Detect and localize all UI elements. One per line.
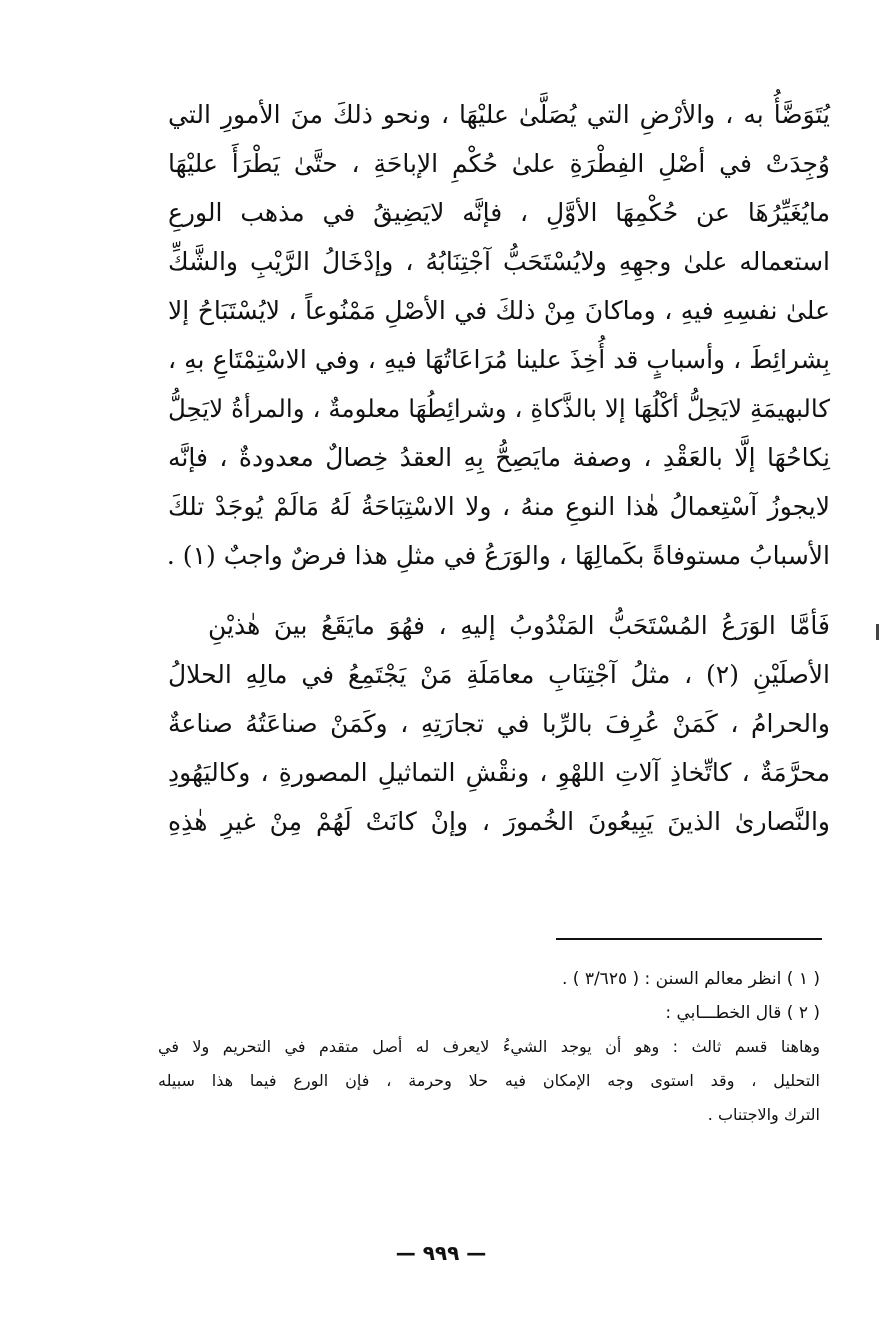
- body-line-8: نِكاحُهَا إلَّا بالعَقْدِ ، وصفة مايَصِحُّ بِهِ العقدُ خِصالٌ معدودةٌ ، فإنَّه: [168, 443, 830, 472]
- footnote-2-line-1: وهاهنا قسم ثالث : وهو أن يوجد الشيءُ لايعرف له أصل متقدم في التحريم ولا في: [158, 1037, 820, 1056]
- body-line-7: كالبهيمَةِ لايَحِلُّ أكْلُهَا إلا بالذَّكاةِ ، وشرائِطُهَا معلومةٌ ، والمرأةُ لايَحِلُّ: [168, 394, 830, 423]
- body-line-1: يُتَوَضَّأُ به ، والأرْضِ التي يُصَلَّىٰ عليْهَا ، ونحو ذلكَ منَ الأمورِ التي: [168, 100, 830, 129]
- body-line-13: والحرامُ ، كَمَنْ عُرِفَ بالرِّبا في تجارَتِهِ ، وكَمَنْ صناعَتُهُ صناعةٌ: [168, 709, 830, 738]
- body-line-3: مايُغَيِّرُهَا عن حُكْمِهَا الأوَّلِ ، فإنَّه لايَضِيقُ في مذهب الورعِ: [168, 198, 830, 227]
- footnote-divider: [556, 938, 822, 940]
- body-line-6: بِشرائِطَ ، وأسبابٍ قد أُخِذَ علينا مُرَاعَاتُهَا فيهِ ، وفي الاسْتِمْتَاعِ بهِ ،: [168, 345, 830, 374]
- footnote-2-line-2: التحليل ، وقد استوى وجه الإمكان فيه حلا وحرمة ، فإن الورع فيما هذا سبيله: [158, 1071, 820, 1090]
- body-line-5: علىٰ نفسِهِ فيهِ ، وماكانَ مِنْ ذلكَ في الأصْلِ مَمْنُوعاً ، لايُسْتَبَاحُ إلا: [168, 296, 830, 325]
- scan-margin-mark: [876, 624, 879, 640]
- body-line-9: لايجوزُ آسْتِعمالُ هٰذا النوعِ منهُ ، ولا الاسْتِبَاحَةُ لَهُ مَالَمْ يُوجَدْ تلكَ: [168, 492, 830, 521]
- body-line-12: الأصلَيْنِ (٢) ، مثلُ آجْتِنَابِ معامَلَةِ مَنْ يَجْتَمِعُ في مالِهِ الحلالُ: [168, 660, 831, 689]
- footnote-1: ( ١ ) انظر معالم السنن : ( ٣/٦٢٥ ) .: [561, 969, 820, 989]
- body-line-2: وُجِدَتْ في أصْلِ الفِطْرَةِ علىٰ حُكْمِ الإباحَةِ ، حتَّىٰ يَطْرَأَ عليْهَا: [168, 149, 830, 178]
- footnote-2-line-3: الترك والاجتناب .: [707, 1105, 820, 1124]
- body-line-14: محرَّمَةٌ ، كاتِّخاذِ آلاتِ اللهْوِ ، ونقْشِ التماثيلِ المصورةِ ، وكاليَهُودِ: [168, 758, 830, 787]
- body-line-4: استعماله علىٰ وجهِهِ ولايُسْتَحَبُّ آجْتِنَابُهُ ، وإدْخَالُ الرَّيْبِ والشَّكِّ: [168, 247, 830, 276]
- page-number: — ٩٩٩ —: [395, 1241, 487, 1265]
- footnote-2-label: ( ٢ ) قال الخطـــابي :: [665, 1003, 820, 1023]
- body-line-11: فَأمَّا الوَرَعُ المُسْتَحَبُّ المَنْدُوبُ إليهِ ، فهُوَ مايَقَعُ بينَ هٰذيْنِ: [208, 611, 830, 640]
- body-line-15: والنَّصارىٰ الذينَ يَبِيعُونَ الخُمورَ ، وإنْ كانَتْ لَهُمْ مِنْ غيرِ هٰذِهِ: [168, 807, 830, 836]
- body-line-10: الأسبابُ مستوفاةً بكَمالِهَا ، والوَرَعُ في مثلِ هذا فرضٌ واجبٌ (١) .: [166, 541, 830, 570]
